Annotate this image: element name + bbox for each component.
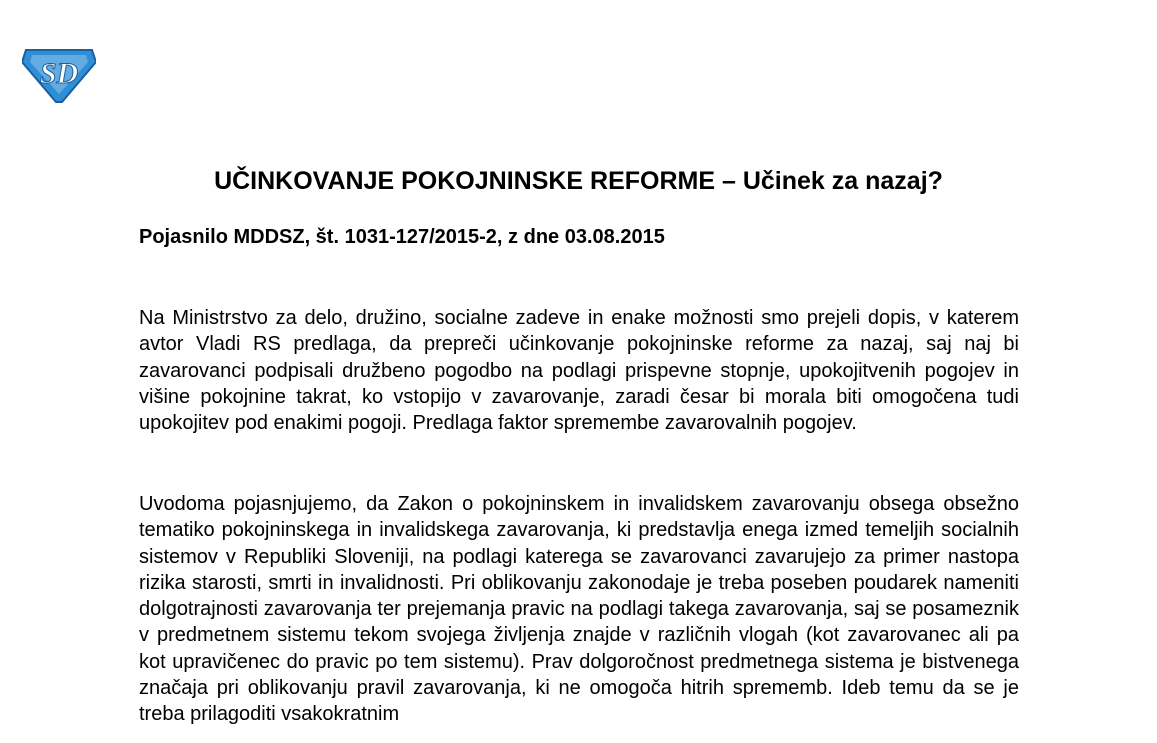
logo-lettering: SD bbox=[39, 57, 79, 90]
sd-logo-icon bbox=[22, 46, 96, 104]
document-title: UČINKOVANJE POKOJNINSKE REFORME – Učinek za nazaj? bbox=[214, 167, 943, 195]
paragraph-1: Na Ministrstvo za delo, družino, socialne zadeve in enake možnosti smo prejeli dopis, v katerem avtor Vladi RS predlaga, da prepreči učinkovanje pokojninske reforme za nazaj, saj naj bi zavarovanci podpisali družbeno pogodbo na podlagi prispevne stopnje, upokojitvenih pogojev in višine pokojnine takrat, ko vstopijo v zavarovanje, zaradi česar bi morala biti omogočena tudi upokojitev pod enakimi pogoji. Predlaga faktor spremembe zavarovalnih pogojev. bbox=[139, 307, 1019, 435]
document-subtitle: Pojasnilo MDDSZ, št. 1031-127/2015-2, z dne 03.08.2015 bbox=[139, 226, 665, 248]
paragraph-2: Uvodoma pojasnjujemo, da Zakon o pokojninskem in invalidskem zavarovanju obsega obsežno tematiko pokojninskega in invalidskega zavarovanja, ki predstavlja enega izmed temeljih socialnih sistemov v Republiki Sloveniji, na podlagi katerega se zavarovanci zavarujejo za primer nastopa rizika starosti, smrti in invalidnosti. Pri oblikovanju zakonodaje je treba poseben poudarek nameniti dolgotrajnosti zavarovanja ter prejemanja pravic na podlagi takega zavarovanja, saj se posameznik v predmetnem sistemu tekom svojega življenja znajde v različnih vlogah (kot zavarovanec ali pa kot upravičenec do pravic po tem sistemu). Prav dolgoročnost predmetnega sistema je bistvenega značaja pri oblikovanju pravil zavarovanja, ki ne omogoča hitrih sprememb. Ideb temu da se je treba prilagoditi vsakokratnim bbox=[139, 493, 1019, 726]
